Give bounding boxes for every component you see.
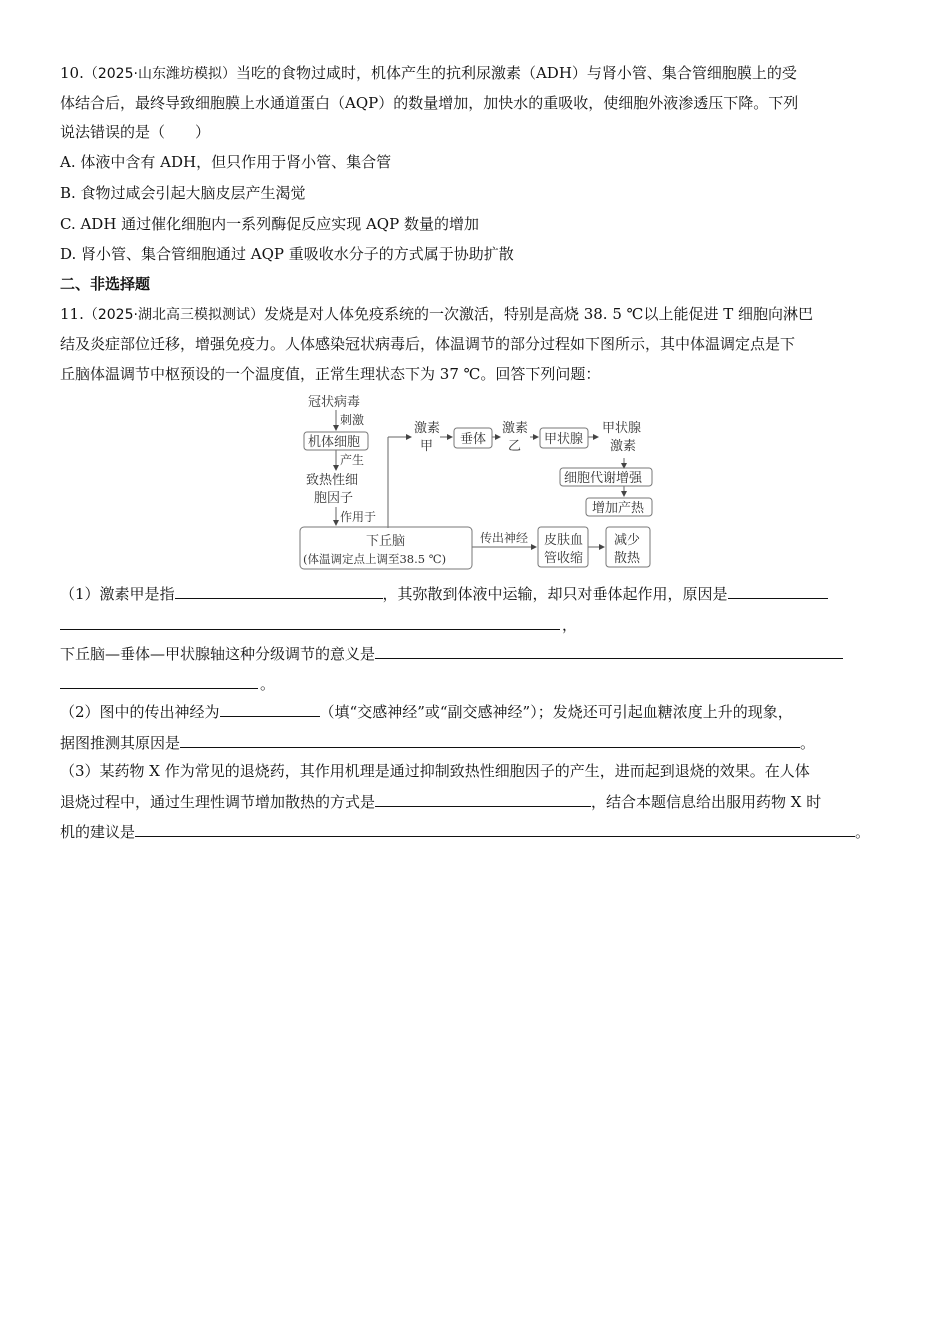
label-stimulate: 刺激: [340, 413, 365, 427]
q10-option-c: C. ADH 通过催化细胞内一系列酶促反应实现 AQP 数量的增加: [60, 215, 479, 233]
answer-blank-efferent[interactable]: [220, 700, 320, 717]
label-less-1: 减少: [614, 533, 641, 548]
q10-stem-line3: 说法错误的是（ ）: [60, 123, 211, 141]
q11-part2-line2: 据图推测其原因是 。: [60, 731, 815, 754]
q10-option-b: B. 食物过咸会引起大脑皮层产生渴觉: [60, 184, 306, 202]
answer-blank-timing[interactable]: [135, 820, 855, 837]
answer-blank-reason-start[interactable]: [728, 582, 828, 599]
label-hormone-b-2: 乙: [508, 439, 522, 454]
label-hormone-a-2: 甲: [420, 439, 434, 454]
label-heat-up: 增加产热: [592, 501, 645, 516]
label-thyroid-hormone-2: 激素: [610, 439, 637, 454]
label-body-cell: 机体细胞: [308, 435, 361, 450]
q11-stem-line3: 丘脑体温调节中枢预设的一个温度值，正常生理状态下为 37 ℃。回答下列问题：: [60, 365, 601, 383]
label-efferent: 传出神经: [480, 531, 529, 545]
label-setpoint: (体温调定点上调至38.5 ℃): [303, 552, 447, 566]
thermoregulation-diagram: [296, 392, 656, 574]
q10-stem-line1: 10.（2025·山东潍坊模拟）当吃的食物过咸时，机体产生的抗利尿激素（ADH）与肾小管、集合管细胞膜上的受: [60, 64, 797, 82]
q11-part1-comma: ，: [562, 616, 578, 634]
q10-option-a: A. 体液中含有 ADH，但只作用于肾小管、集合管: [60, 153, 392, 171]
answer-blank-significance-cont[interactable]: [60, 688, 258, 689]
answer-blank-glucose-reason[interactable]: [180, 731, 800, 748]
q11-part1-line1: （1）激素甲是指 ，其弥散到体液中运输，却只对垂体起作用，原因是: [60, 582, 828, 605]
section-title: 二、非选择题: [60, 275, 151, 293]
answer-blank-hormone-a[interactable]: [175, 582, 383, 599]
label-pituitary: 垂体: [460, 432, 487, 447]
q11-part3-line3: 机的建议是 。: [60, 820, 870, 843]
answer-blank-heat-loss[interactable]: [375, 790, 591, 807]
label-produce: 产生: [340, 453, 365, 467]
label-hypothalamus: 下丘脑: [366, 534, 406, 549]
q11-stem-line1: 11.（2025·湖北高三模拟测试）发烧是对人体免疫系统的一次激活，特别是高烧 38. 5 ℃以上能促进 T 细胞向淋巴: [60, 305, 813, 323]
label-thyroid-hormone-1: 甲状腺: [602, 421, 642, 436]
label-thyroid: 甲状腺: [544, 432, 584, 447]
label-pyrogen-2: 胞因子: [314, 491, 354, 506]
label-hormone-a-1: 激素: [414, 421, 441, 436]
answer-blank-reason[interactable]: [60, 629, 560, 630]
q11-part2-line1: （2）图中的传出神经为 （填“交感神经”或“副交感神经”）；发烧还可引起血糖浓度上升的现象，: [60, 700, 793, 723]
label-less-2: 散热: [614, 551, 641, 566]
q11-part3-line1: （3）某药物 X 作为常见的退烧药，其作用机理是通过抑制致热性细胞因子的产生，进而起到退烧的效果。在人体: [60, 762, 810, 780]
q11-source: （2025·湖北高三模拟测试）: [83, 307, 264, 323]
label-hormone-b-1: 激素: [502, 421, 529, 436]
q11-stem-line2: 结及炎症部位迁移，增强免疫力。人体感染冠状病毒后，体温调节的部分过程如下图所示，其中体温调定点是下: [60, 335, 796, 353]
q11-part3-line2: 退烧过程中，通过生理性调节增加散热的方式是 ，结合本题信息给出服用药物 X 时: [60, 790, 821, 813]
q11-part1-period: 。: [260, 675, 276, 693]
label-metabolism: 细胞代谢增强: [564, 471, 643, 486]
q10-source: （2025·山东潍坊模拟）: [83, 66, 236, 82]
q10-stem-line2: 体结合后，最终导致细胞膜上水通道蛋白（AQP）的数量增加，加快水的重吸收，使细胞外液渗透压下降。下列: [60, 94, 799, 112]
q11-part1-line3: 下丘脑—垂体—甲状腺轴这种分级调节的意义是: [60, 642, 843, 665]
label-pyrogen-1: 致热性细: [306, 473, 359, 488]
label-act-on: 作用于: [340, 510, 377, 524]
label-skin-1: 皮肤血: [544, 533, 584, 548]
label-virus: 冠状病毒: [308, 395, 361, 410]
q10-option-d: D. 肾小管、集合管细胞通过 AQP 重吸收水分子的方式属于协助扩散: [60, 245, 514, 263]
label-skin-2: 管收缩: [544, 551, 584, 566]
answer-blank-significance[interactable]: [375, 642, 843, 659]
